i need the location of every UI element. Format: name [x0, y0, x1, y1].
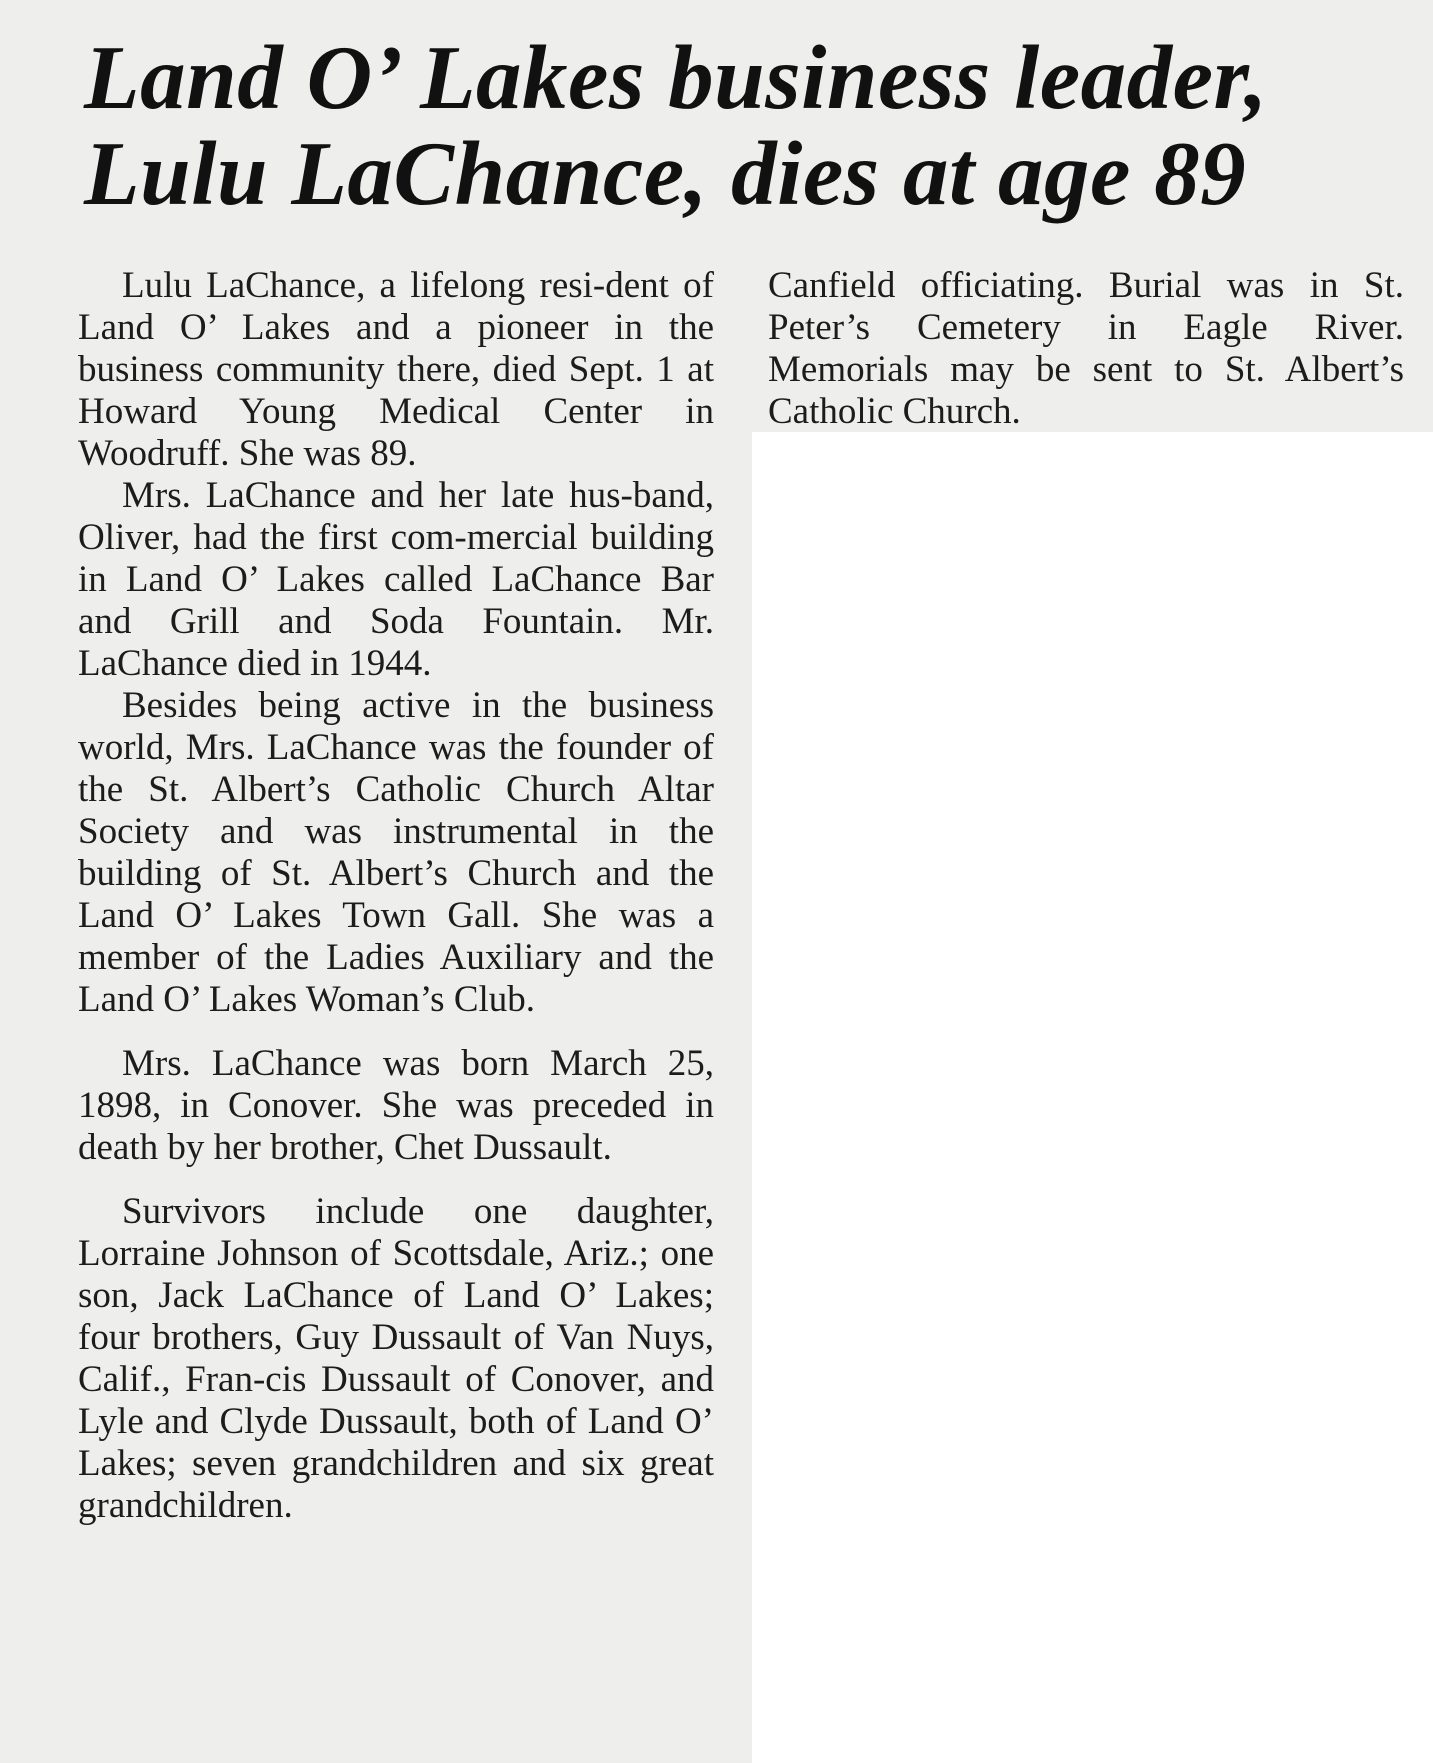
- paragraph-continuation: Canfield officiating. Burial was in St. Peter’s Cemetery in Eagle River. Memorials may be sent to St. Albert’s Catholic Church.: [768, 265, 1404, 432]
- article-column-right: [768, 265, 1404, 433]
- paragraph-3: Besides being active in the business world, Mrs. LaChance was the founder of the St. Albert’s Catholic Church Altar Society and was instrumental in the building of St. Albert’s Church and the Land O’ Lakes Town Gall. She was a member of the Ladies Auxiliary and the Land O’ Lakes Woman’s Club.: [78, 685, 714, 1020]
- article-column-left: [78, 265, 714, 1527]
- headline-line-1: Land O’ Lakes business leader,: [84, 27, 1268, 128]
- paragraph-5: Survivors include one daughter, Lorraine Johnson of Scottsdale, Ariz.; one son, Jack LaChance of Land O’ Lakes; four brothers, Guy Dussault of Van Nuys, Calif., Fran-cis Dussault of Conover, and Lyle and Clyde Dussault, both of Land O’ Lakes; seven grandchildren and six great grandchildren.: [78, 1191, 714, 1526]
- paragraph-1: Lulu LaChance, a lifelong resi-dent of Land O’ Lakes and a pioneer in the business community there, died Sept. 1 at Howard Young Medical Center in Woodruff. She was 89.: [78, 265, 714, 474]
- headline-line-2: Lulu LaChance, dies at age 89: [84, 123, 1247, 224]
- paragraph-4: Mrs. LaChance was born March 25, 1898, in Conover. She was preceded in death by her brother, Chet Dussault.: [78, 1043, 714, 1168]
- article-headline: [84, 27, 1424, 224]
- paragraph-2: Mrs. LaChance and her late hus-band, Oliver, had the first com-mercial building in Land O’ Lakes called LaChance Bar and Grill and Soda Fountain. Mr. LaChance died in 1944.: [78, 475, 714, 684]
